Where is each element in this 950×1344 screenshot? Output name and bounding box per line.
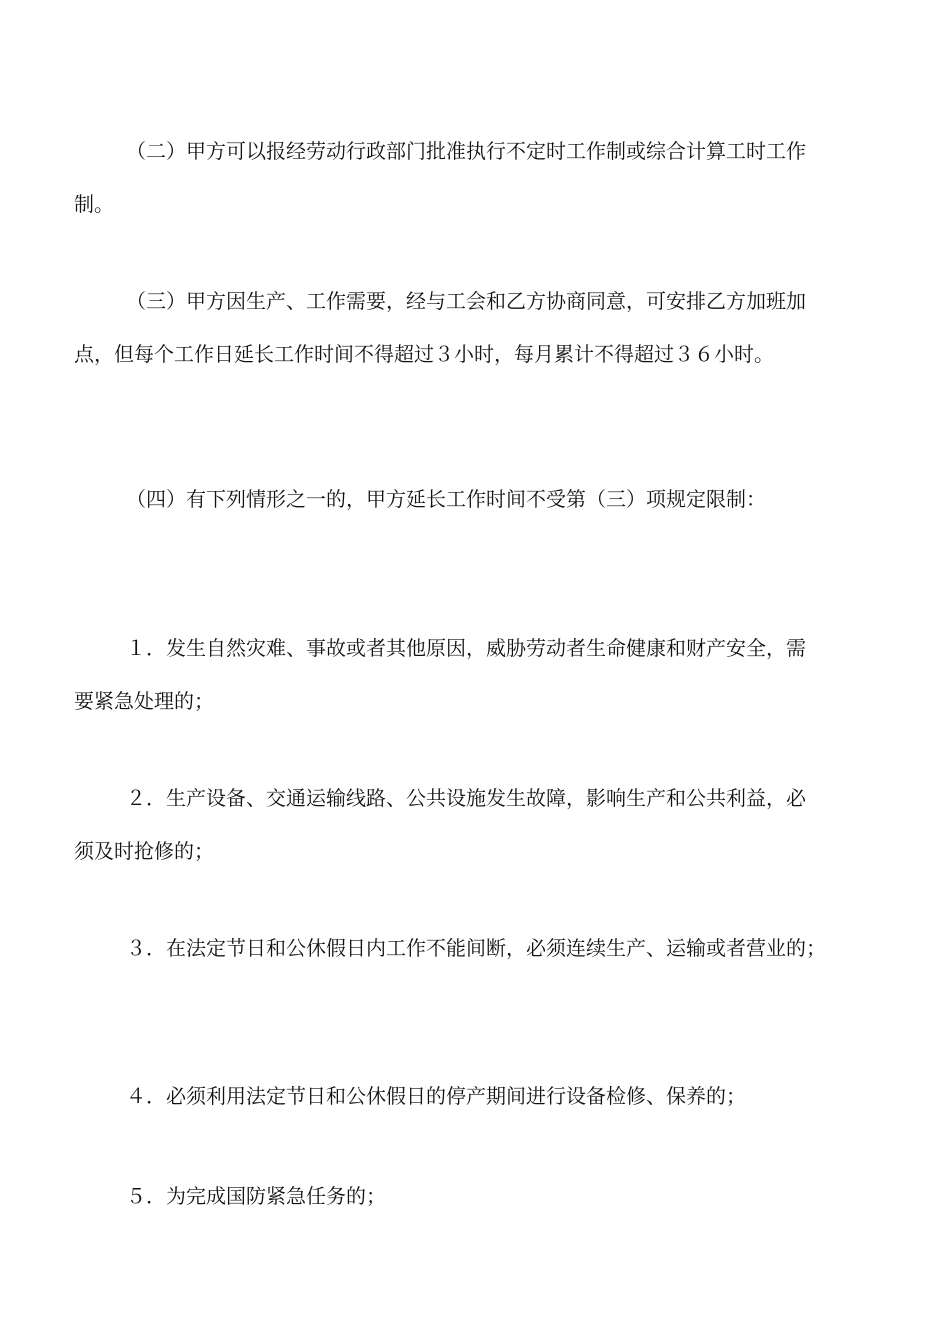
list-item-5 <box>74 1170 882 1223</box>
paragraph-clause-4 <box>74 473 882 526</box>
paragraph-line: （三）甲方因生产、工作需要，经与工会和乙方协商同意，可安排乙方加班加 <box>126 289 806 313</box>
paragraph-line: 须及时抢修的； <box>74 839 214 863</box>
paragraph-line: （二）甲方可以报经劳动行政部门批准执行不定时工作制或综合计算工时工作 <box>126 139 806 163</box>
paragraph-clause-3 <box>74 275 882 381</box>
paragraph-line: ３．在法定节日和公休假日内工作不能间断，必须连续生产、运输或者营业的； <box>126 936 826 960</box>
paragraph-line: ５．为完成国防紧急任务的； <box>126 1184 386 1208</box>
paragraph-line: 制。 <box>74 192 114 216</box>
list-item-3 <box>74 922 882 975</box>
paragraph-line: （四）有下列情形之一的，甲方延长工作时间不受第（三）项规定限制： <box>126 487 766 511</box>
paragraph-clause-2 <box>74 125 882 231</box>
paragraph-line: ２．生产设备、交通运输线路、公共设施发生故障，影响生产和公共利益，必 <box>126 786 806 810</box>
paragraph-line: 点，但每个工作日延长工作时间不得超过３小时，每月累计不得超过３６小时。 <box>74 342 774 366</box>
list-item-2 <box>74 772 882 878</box>
paragraph-line: １．发生自然灾难、事故或者其他原因，威胁劳动者生命健康和财产安全，需 <box>126 636 806 660</box>
list-item-1 <box>74 622 882 728</box>
paragraph-line: 要紧急处理的； <box>74 689 214 713</box>
paragraph-line: ４．必须利用法定节日和公休假日的停产期间进行设备检修、保养的； <box>126 1084 746 1108</box>
list-item-4 <box>74 1070 882 1123</box>
